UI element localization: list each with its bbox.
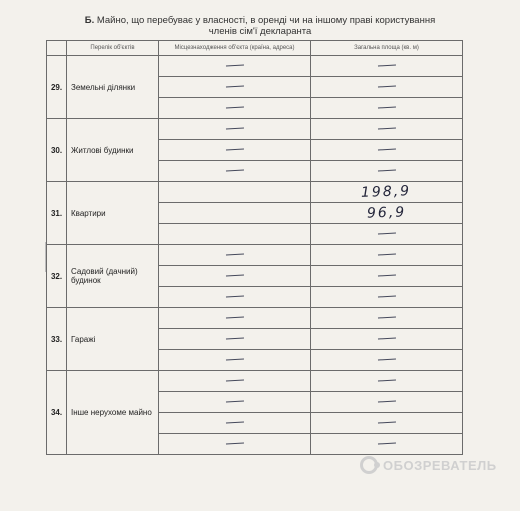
area-cell <box>311 287 463 308</box>
object-type-label: Житлові будинки <box>67 119 159 182</box>
handwritten-dash <box>377 443 395 446</box>
handwritten-dash <box>225 170 243 173</box>
area-cell <box>311 224 463 245</box>
location-cell <box>159 287 311 308</box>
area-cell <box>311 161 463 182</box>
area-cell <box>311 266 463 287</box>
handwritten-dash <box>377 128 395 131</box>
row-number: 30. <box>47 119 67 182</box>
handwritten-dash <box>377 170 395 173</box>
handwritten-dash <box>225 107 243 110</box>
table-row <box>47 371 463 392</box>
location-cell <box>159 413 311 434</box>
handwritten-dash <box>377 296 395 299</box>
handwritten-dash <box>377 317 395 320</box>
handwritten-dash <box>225 380 243 383</box>
watermark-logo-icon <box>360 456 378 474</box>
object-type-label: Земельні ділянки <box>67 56 159 119</box>
handwritten-dash <box>225 149 243 152</box>
row-number: 32. <box>47 245 67 308</box>
handwritten-dash <box>225 254 243 257</box>
area-cell <box>311 98 463 119</box>
handwritten-dash <box>225 275 243 278</box>
row-number: 31. <box>47 182 67 245</box>
watermark-text: ОБОЗРЕВАТЕЛЬ <box>383 457 497 473</box>
object-type-label: Квартири <box>67 182 159 245</box>
handwritten-value: 96,9 <box>366 204 407 222</box>
object-type-label: Садовий (дачний) будинок <box>67 245 159 308</box>
handwritten-dash <box>225 338 243 341</box>
handwritten-dash <box>377 275 395 278</box>
row-number: 33. <box>47 308 67 371</box>
section-letter: Б. <box>84 15 95 26</box>
location-cell <box>159 77 311 98</box>
area-cell <box>311 245 463 266</box>
area-cell <box>311 434 463 455</box>
scan-mark <box>45 242 46 272</box>
location-cell <box>159 308 311 329</box>
object-type-label: Гаражі <box>67 308 159 371</box>
location-cell <box>159 161 311 182</box>
handwritten-dash <box>377 422 395 425</box>
section-title-line2: членів сім'ї декларанта <box>208 26 312 37</box>
handwritten-dash <box>225 317 243 320</box>
handwritten-dash <box>377 401 395 404</box>
area-cell <box>311 140 463 161</box>
handwritten-dash <box>377 149 395 152</box>
location-cell <box>159 98 311 119</box>
property-table <box>46 40 463 455</box>
handwritten-dash <box>377 338 395 341</box>
table-row <box>47 245 463 266</box>
location-cell <box>159 329 311 350</box>
area-cell <box>311 371 463 392</box>
section-title-line1: Майно, що перебуває у власності, в оренді чи на іншому праві користування <box>96 15 436 26</box>
location-cell <box>159 392 311 413</box>
area-cell <box>311 308 463 329</box>
location-cell <box>159 224 311 245</box>
handwritten-dash <box>377 107 395 110</box>
area-cell <box>311 350 463 371</box>
table-header-row <box>47 41 463 56</box>
header-num <box>47 41 67 56</box>
location-cell <box>159 245 311 266</box>
header-area: Загальна площа (кв. м) <box>311 41 463 56</box>
area-cell <box>311 56 463 77</box>
area-cell <box>311 392 463 413</box>
area-cell <box>311 119 463 140</box>
location-cell <box>159 350 311 371</box>
handwritten-dash <box>225 128 243 131</box>
handwritten-dash <box>225 65 243 68</box>
location-cell <box>159 56 311 77</box>
handwritten-value: 198,9 <box>361 183 412 201</box>
table-row <box>47 308 463 329</box>
object-type-label: Інше нерухоме майно <box>67 371 159 455</box>
location-cell <box>159 119 311 140</box>
table-row <box>47 182 463 203</box>
location-cell <box>159 182 311 203</box>
handwritten-dash <box>225 359 243 362</box>
header-location: Місцезнаходження об'єкта (країна, адреса) <box>159 41 311 56</box>
area-cell <box>311 182 463 203</box>
table-row <box>47 56 463 77</box>
location-cell <box>159 371 311 392</box>
handwritten-dash <box>377 86 395 89</box>
row-number: 29. <box>47 56 67 119</box>
handwritten-dash <box>377 65 395 68</box>
handwritten-dash <box>225 422 243 425</box>
area-cell <box>311 77 463 98</box>
handwritten-dash <box>377 359 395 362</box>
area-cell <box>311 203 463 224</box>
area-cell <box>311 413 463 434</box>
row-number: 34. <box>47 371 67 455</box>
handwritten-dash <box>377 254 395 257</box>
handwritten-dash <box>225 296 243 299</box>
location-cell <box>159 434 311 455</box>
handwritten-dash <box>225 86 243 89</box>
location-cell <box>159 266 311 287</box>
header-name: Перелік об'єктів <box>67 41 159 56</box>
location-cell <box>159 203 311 224</box>
location-cell <box>159 140 311 161</box>
table-row <box>47 119 463 140</box>
handwritten-dash <box>225 401 243 404</box>
watermark <box>360 456 497 474</box>
area-cell <box>311 329 463 350</box>
handwritten-dash <box>225 443 243 446</box>
handwritten-dash <box>377 233 395 236</box>
handwritten-dash <box>377 380 395 383</box>
